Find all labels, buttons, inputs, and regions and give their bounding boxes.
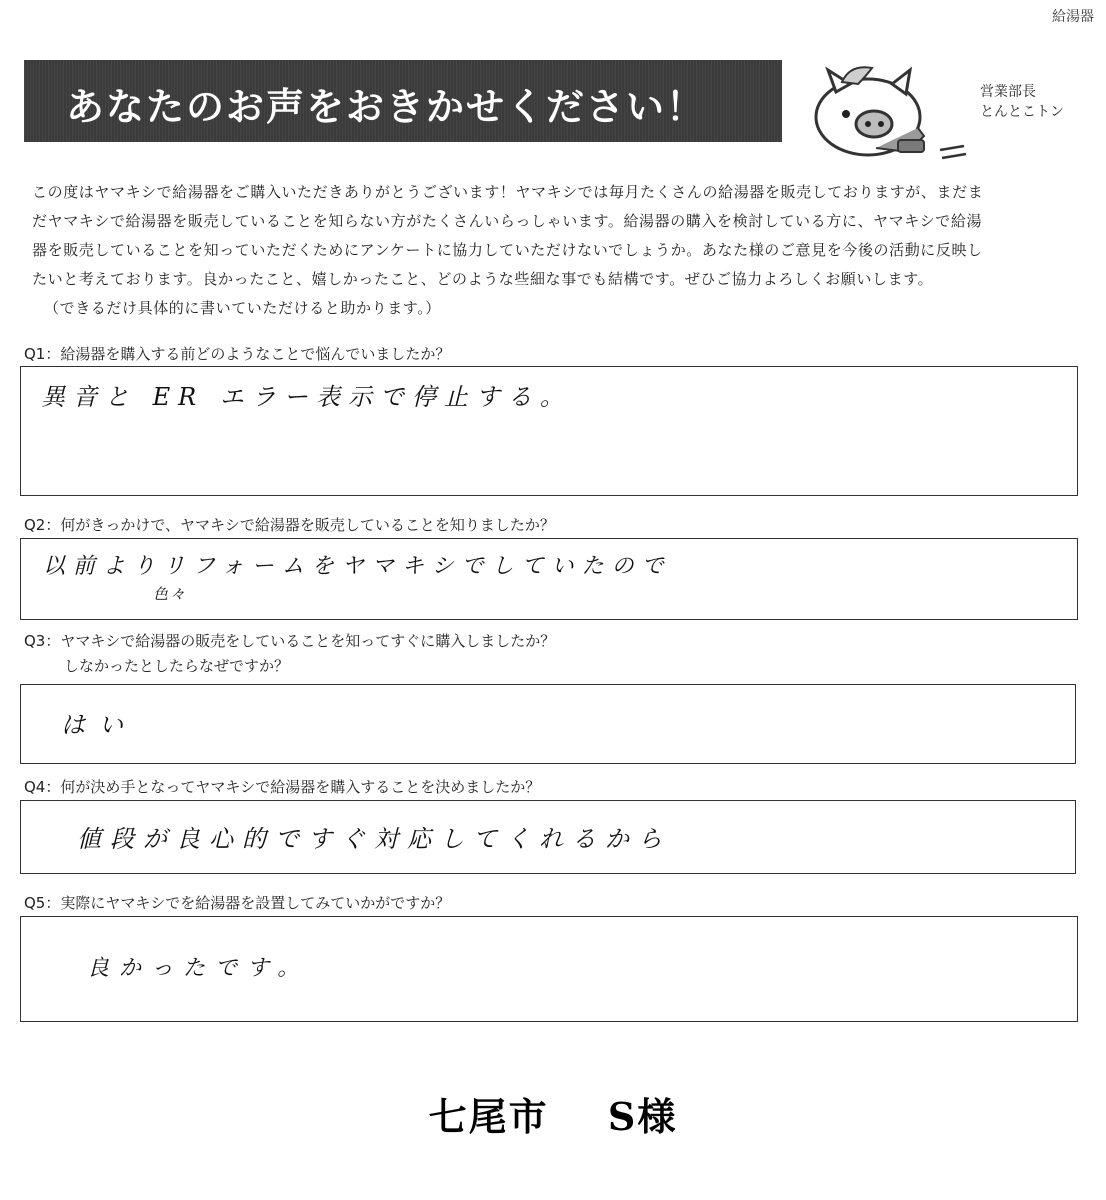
question-1-label: Q1：給湯器を購入する前どのようなことで悩んでいましたか？: [24, 345, 451, 363]
question-3-sublabel: しなかったとしたらなぜですか？: [64, 657, 290, 675]
pig-mascot-icon: [806, 62, 976, 162]
intro-line: だヤマキシで給湯器を販売していることを知らない方がたくさんいらっしゃいます。給湯器の購入を検討している方に、ヤマキシで給湯: [32, 212, 983, 230]
answer-2-text: 以前よりリフォームをヤマキシでしていたので: [43, 554, 672, 579]
question-5-label: Q5：実際にヤマキシでを給湯器を設置してみていかがですか？: [24, 894, 451, 912]
answer-5-text: 良かったです。: [87, 956, 310, 981]
question-2-label: Q2：何がきっかけで、ヤマキシで給湯器を販売していることを知りましたか？: [24, 516, 555, 534]
customer-city: 七尾市: [428, 1094, 549, 1139]
category-tag: 給湯器: [1052, 9, 1094, 25]
intro-line: この度はヤマキシで給湯器をご購入いただきありがとうございます！ヤマキシでは毎月たくさんの給湯器を販売しておりますが、まだま: [32, 183, 984, 201]
mascot-role: 営業部長: [980, 84, 1036, 100]
answer-5-box: [20, 916, 1078, 1022]
answer-2-box: [20, 538, 1078, 620]
customer-name: S様: [607, 1094, 678, 1139]
customer-signature: [0, 1086, 1106, 1141]
mascot-name: とんとこトン: [980, 104, 1064, 120]
intro-line: たいと考えております。良かったこと、嬉しかったこと、どのような些細な事でも結構です。ぜひご協力よろしくお願いします。: [32, 270, 934, 288]
answer-3-text: はい: [61, 711, 137, 739]
question-3-text: Q3：ヤマキシで給湯器の販売をしていることを知ってすぐに購入しましたか？: [24, 632, 556, 650]
intro-text: [32, 178, 1062, 323]
answer-2-note: 色々: [153, 585, 188, 603]
question-4-label: Q4：何が決め手となってヤマキシで給湯器を購入することを決めましたか？: [24, 778, 541, 796]
mascot-caption: [980, 82, 1064, 122]
answer-4-text: 値段が良心的ですぐ対応してくれるから: [77, 825, 671, 853]
page-title: あなたのお声をおきかせください！: [66, 85, 707, 129]
answer-1-text: 異音と ER エラー表示で停止する。: [41, 383, 572, 411]
answer-3-box: [20, 684, 1076, 764]
intro-line: 器を販売していることを知っていただくためにアンケートに協力していただけないでしょうか。あなた様のご意見を今後の活動に反映し: [32, 241, 983, 259]
answer-4-box: [20, 800, 1076, 874]
question-3-label: [24, 630, 555, 676]
title-banner: [24, 60, 782, 142]
intro-note: （できるだけ具体的に書いていただけると助かります。）: [44, 299, 441, 317]
answer-1-box: [20, 366, 1078, 496]
